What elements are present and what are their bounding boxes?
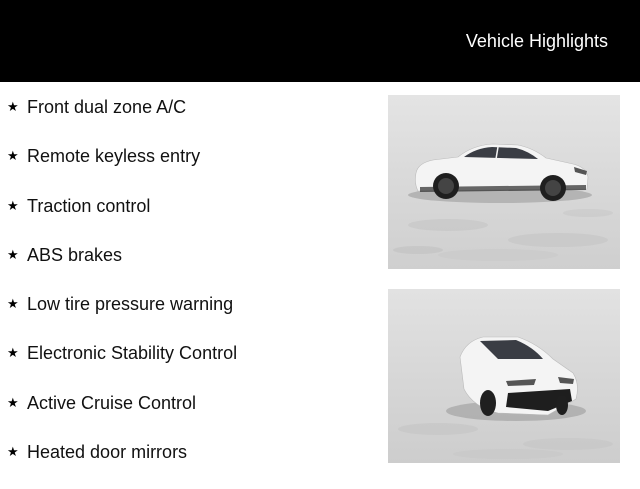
feature-label: Remote keyless entry (27, 146, 201, 167)
star-icon: ★ (7, 99, 19, 114)
list-item (7, 391, 237, 440)
car-side-image (388, 95, 620, 269)
list-item (7, 440, 237, 489)
star-icon: ★ (7, 345, 19, 361)
feature-label: ABS brakes (27, 244, 123, 265)
header-bar (0, 0, 640, 82)
feature-label: Low tire pressure warning (27, 294, 234, 315)
vehicle-photo-side (388, 95, 620, 269)
star-icon: ★ (7, 444, 19, 460)
star-icon: ★ (7, 246, 19, 262)
list-item (7, 292, 237, 341)
list-item (7, 341, 237, 390)
feature-list (7, 95, 237, 489)
star-icon: ★ (7, 197, 19, 213)
vehicle-photo-front (388, 289, 620, 463)
list-item (7, 95, 237, 144)
star-icon: ★ (7, 296, 19, 312)
feature-label: Front dual zone A/C (27, 97, 187, 117)
star-icon: ★ (7, 148, 19, 164)
feature-label: Active Cruise Control (27, 392, 197, 413)
list-item (7, 243, 237, 292)
page-title: Vehicle Highlights (465, 31, 608, 51)
star-icon: ★ (7, 394, 19, 410)
feature-label: Heated door mirrors (27, 442, 188, 463)
feature-label: Traction control (27, 195, 151, 216)
list-item (7, 194, 237, 243)
list-item (7, 144, 237, 193)
car-front-image (388, 289, 620, 463)
feature-label: Electronic Stability Control (27, 343, 238, 364)
